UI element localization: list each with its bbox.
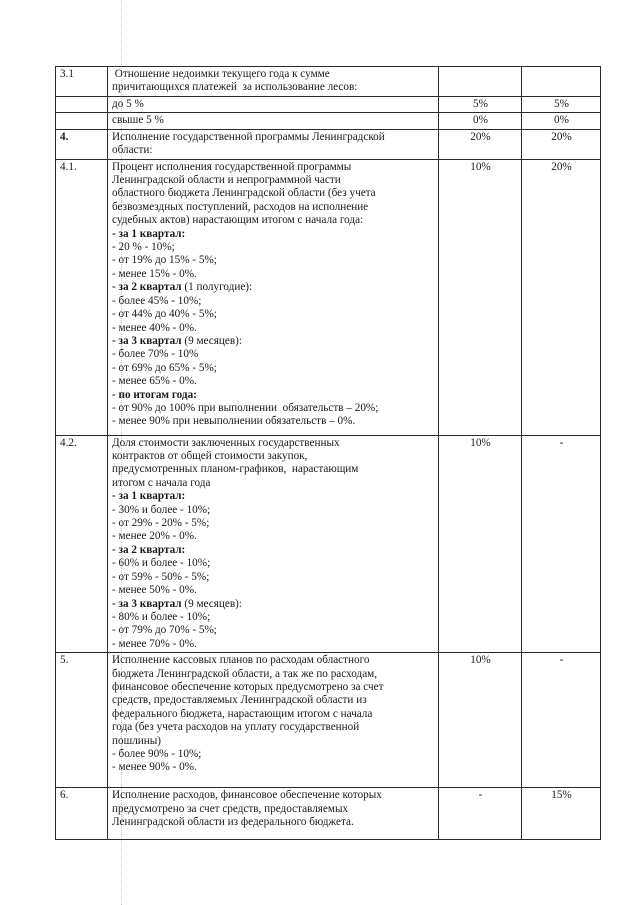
description-line [112,144,435,157]
line-text: федерального бюджета, нарастающим итогом с начала [112,707,373,720]
description-line [112,214,435,227]
description-line [112,530,435,543]
line-text: - от 29% - 20% - 5%; [112,517,210,530]
description-line [112,415,435,428]
table-row [56,159,601,435]
table-row [56,788,601,840]
weight-value-2 [522,67,601,97]
description-line [112,598,435,611]
line-text: Ленинградской области и непрограммной части [112,174,341,187]
line-text: Процент исполнения государственной программы [112,160,352,173]
description-line [112,584,435,597]
line-text: - от 79% до 70% - 5%; [112,624,217,637]
description-line [112,241,435,254]
description-line [112,201,435,214]
line-text: - от 69% до 65% - 5%; [112,361,217,374]
description-line [112,681,435,694]
description-line [112,654,435,667]
criterion-description [108,653,439,788]
description-line [112,308,435,321]
description-line [112,174,435,187]
row-number [56,113,108,129]
table-row [56,67,601,97]
line-text: - менее 70% - 0%. [112,637,197,650]
criterion-description [108,67,439,97]
description-line [112,611,435,624]
row-number: 3.1 [56,67,108,97]
line-text: области: [112,144,153,157]
weight-value-2: - [522,653,601,788]
line-text: - менее 90% при невыполнении обязательств – 0%. [112,415,356,428]
description-line [112,504,435,517]
period-heading: - за 1 квартал: [112,227,186,240]
weight-value-2: 0% [522,113,601,129]
criterion-description [108,435,439,653]
description-line [112,450,435,463]
description-line [112,761,435,774]
line-text: до 5 % [112,98,144,110]
description-line [112,708,435,721]
description-line [112,114,435,127]
line-text: - менее 40% - 0%. [112,321,197,334]
line-text: Доля стоимости заключенных государственных [112,436,340,449]
description-line [112,490,435,503]
line-text: Исполнение кассовых планов по расходам областного [112,654,370,667]
description-line [112,335,435,348]
description-line [112,735,435,748]
line-text: - более 70% - 10% [112,348,199,361]
line-text: - 30% и более - 10%; [112,503,211,516]
description-line [112,295,435,308]
line-text: - менее 50% - 0%. [112,584,197,597]
line-text: - менее 20% - 0%. [112,530,197,543]
line-text: - от 59% - 50% - 5%; [112,570,210,583]
criterion-description [108,97,439,113]
period-suffix: (9 месяцев): [181,597,242,610]
description-line [112,281,435,294]
description-line [112,375,435,388]
description-line [112,571,435,584]
line-text: - менее 15% - 0%. [112,267,197,280]
line-text: - более 45% - 10%; [112,294,202,307]
line-text: Отношение недоимки текущего года к сумме [112,68,330,80]
weight-value-2: 15% [522,788,601,840]
description-line [112,477,435,490]
row-number [56,97,108,113]
description-line [112,389,435,402]
line-text: года (без учета расходов на уплату государственной [112,721,360,734]
description-line [112,721,435,734]
description-line [112,362,435,375]
table-row [56,129,601,159]
line-text: - 80% и более - 10%; [112,610,211,623]
line-text: финансовое обеспечение которых предусмотрено за счет [112,680,384,693]
line-text: Исполнение расходов, финансовое обеспечение которых [112,789,382,802]
description-line [112,803,435,816]
line-text: - 60% и более - 10%; [112,557,211,570]
period-heading: - по итогам года: [112,388,197,401]
line-text: причитающихся платежей за использование лесов: [112,81,358,94]
period-heading: - за 3 квартал [112,597,182,610]
row-number: 6. [56,788,108,840]
period-heading: - за 1 квартал: [112,490,186,503]
line-text: бюджета Ленинградской области, а так же по расходам, [112,667,378,680]
line-text: контрактов от общей стоимости закупок, [112,450,308,463]
description-line [112,748,435,761]
weight-value-2: - [522,435,601,653]
table-row [56,435,601,653]
description-line [112,402,435,415]
weight-value-1: 10% [439,435,522,653]
criteria-table [55,66,601,840]
table-row [56,653,601,788]
description-line [112,81,435,94]
line-text: Ленинградской области из федерального бюджета. [112,815,354,828]
description-line [112,131,435,144]
period-suffix: (9 месяцев): [181,334,242,347]
description-line [112,348,435,361]
description-line [112,816,435,829]
line-text: областного бюджета Ленинградской области (без учета [112,187,376,200]
weight-value-1: 5% [439,97,522,113]
row-number: 4. [56,129,108,159]
description-line [112,268,435,281]
description-line [112,544,435,557]
description-line [112,557,435,570]
line-text: итогом с начала года [112,476,211,489]
line-text: - от 44% до 40% - 5%; [112,308,217,321]
weight-value-1: 0% [439,113,522,129]
criterion-description [108,788,439,840]
period-heading: - за 2 квартал: [112,543,186,556]
criteria-table-body [56,67,601,840]
description-line [112,789,435,802]
weight-value-2: 20% [522,129,601,159]
description-line [112,638,435,651]
weight-value-1: 10% [439,653,522,788]
line-text: - менее 65% - 0%. [112,375,197,388]
table-row [56,113,601,129]
line-text: - более 90% - 10%; [112,747,202,760]
description-line [112,68,435,81]
description-line [112,322,435,335]
line-text: средств, предоставляемых Ленинградской области из [112,694,367,707]
line-text: - от 19% до 15% - 5%; [112,254,217,267]
line-text: - от 90% до 100% при выполнении обязательств – 20%; [112,401,379,414]
line-text: судебных актов) нарастающим итогом с начала года: [112,214,364,227]
weight-value-1: 10% [439,159,522,435]
line-text: пошлины) [112,734,161,747]
line-text: - 20 % - 10%; [112,241,175,254]
row-number: 5. [56,653,108,788]
weight-value-1 [439,67,522,97]
period-suffix: (1 полугодие): [181,281,253,294]
period-heading: - за 3 квартал [112,334,182,347]
description-line [112,254,435,267]
description-line [112,694,435,707]
criterion-description [108,159,439,435]
line-text: - менее 90% - 0%. [112,761,197,774]
line-text: предусмотрено за счет средств, предоставляемых [112,802,349,815]
weight-value-2: 5% [522,97,601,113]
line-text: Исполнение государственной программы Ленинградской [112,130,385,143]
description-line [112,624,435,637]
description-line [112,517,435,530]
description-line [112,668,435,681]
description-line [112,98,435,111]
row-number: 4.1. [56,159,108,435]
description-line [112,161,435,174]
description-line [112,463,435,476]
period-heading: - за 2 квартал [112,281,182,294]
weight-value-1: 20% [439,129,522,159]
row-number: 4.2. [56,435,108,653]
description-line [112,437,435,450]
table-row [56,97,601,113]
description-line [112,228,435,241]
weight-value-1: - [439,788,522,840]
description-line [112,187,435,200]
line-text: безвозмездных поступлений, расходов на исполнение [112,200,369,213]
line-text: предусмотренных планом-графиков, нарастающим [112,463,359,476]
line-text: свыше 5 % [112,114,164,127]
criterion-description [108,113,439,129]
weight-value-2: 20% [522,159,601,435]
criterion-description [108,129,439,159]
